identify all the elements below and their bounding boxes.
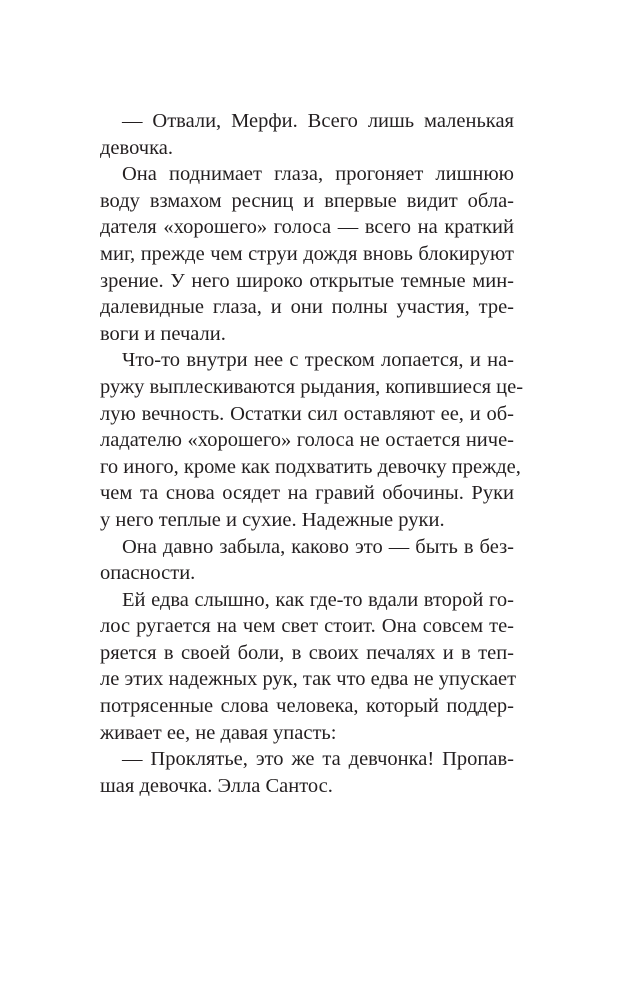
text-line: Она поднимает глаза, прогоняет лишнюю [122, 163, 514, 186]
text-line: воду взмахом ресниц и впервые видит обла- [100, 189, 514, 212]
text-line: потрясенные слова человека, который поддер- [100, 695, 514, 718]
text-line: далевидные глаза, и они полны участия, тре- [100, 296, 514, 319]
text-line: у него теплые и сухие. Надежные руки. [100, 508, 445, 531]
paragraph [100, 746, 514, 799]
text-line: дателя «хорошего» голоса — всего на краткий [100, 216, 514, 239]
paragraph [100, 347, 524, 533]
text-line: — Отвали, Мерфи. Всего лишь маленькая [122, 110, 514, 132]
text-line: Она давно забыла, каково это — быть в без- [122, 535, 514, 558]
text-line: лос ругается на чем свет стоит. Она совсем те- [100, 615, 514, 638]
text-line: воги и печали. [100, 322, 226, 345]
text-line: Ей едва слышно, как где-то вдали второй го- [122, 588, 514, 611]
paragraph [100, 587, 517, 747]
text-line: опасности. [100, 562, 196, 585]
paragraph [100, 534, 514, 587]
text-line: девочка. [100, 136, 173, 159]
text-line: ладателю «хорошего» голоса не остается ниче- [100, 429, 514, 452]
book-page-text [100, 108, 524, 799]
paragraph [100, 108, 514, 161]
text-line: миг, прежде чем струи дождя вновь блокируют [100, 242, 514, 265]
text-line: шая девочка. Элла Сантос. [100, 774, 333, 797]
text-line: ружу выплескиваются рыдания, копившиеся це- [100, 375, 524, 398]
text-line: ле этих надежных рук, так что едва не упускает [100, 668, 517, 691]
text-line: го иного, кроме как подхватить девочку прежде, [100, 455, 521, 478]
text-line: зрение. У него широко открытые темные мин- [100, 269, 514, 292]
text-line: ряется в своей боли, в своих печалях и в теп- [100, 641, 514, 664]
text-line: лую вечность. Остатки сил оставляют ее, и об- [100, 402, 514, 425]
text-line: — Проклятье, это же та девчонка! Пропав- [122, 748, 514, 771]
text-line: живает ее, не давая упасть: [100, 721, 337, 744]
paragraph [100, 161, 514, 347]
text-line: Что-то внутри нее с треском лопается, и на- [122, 349, 514, 372]
text-line: чем та снова осядет на гравий обочины. Руки [100, 482, 514, 505]
